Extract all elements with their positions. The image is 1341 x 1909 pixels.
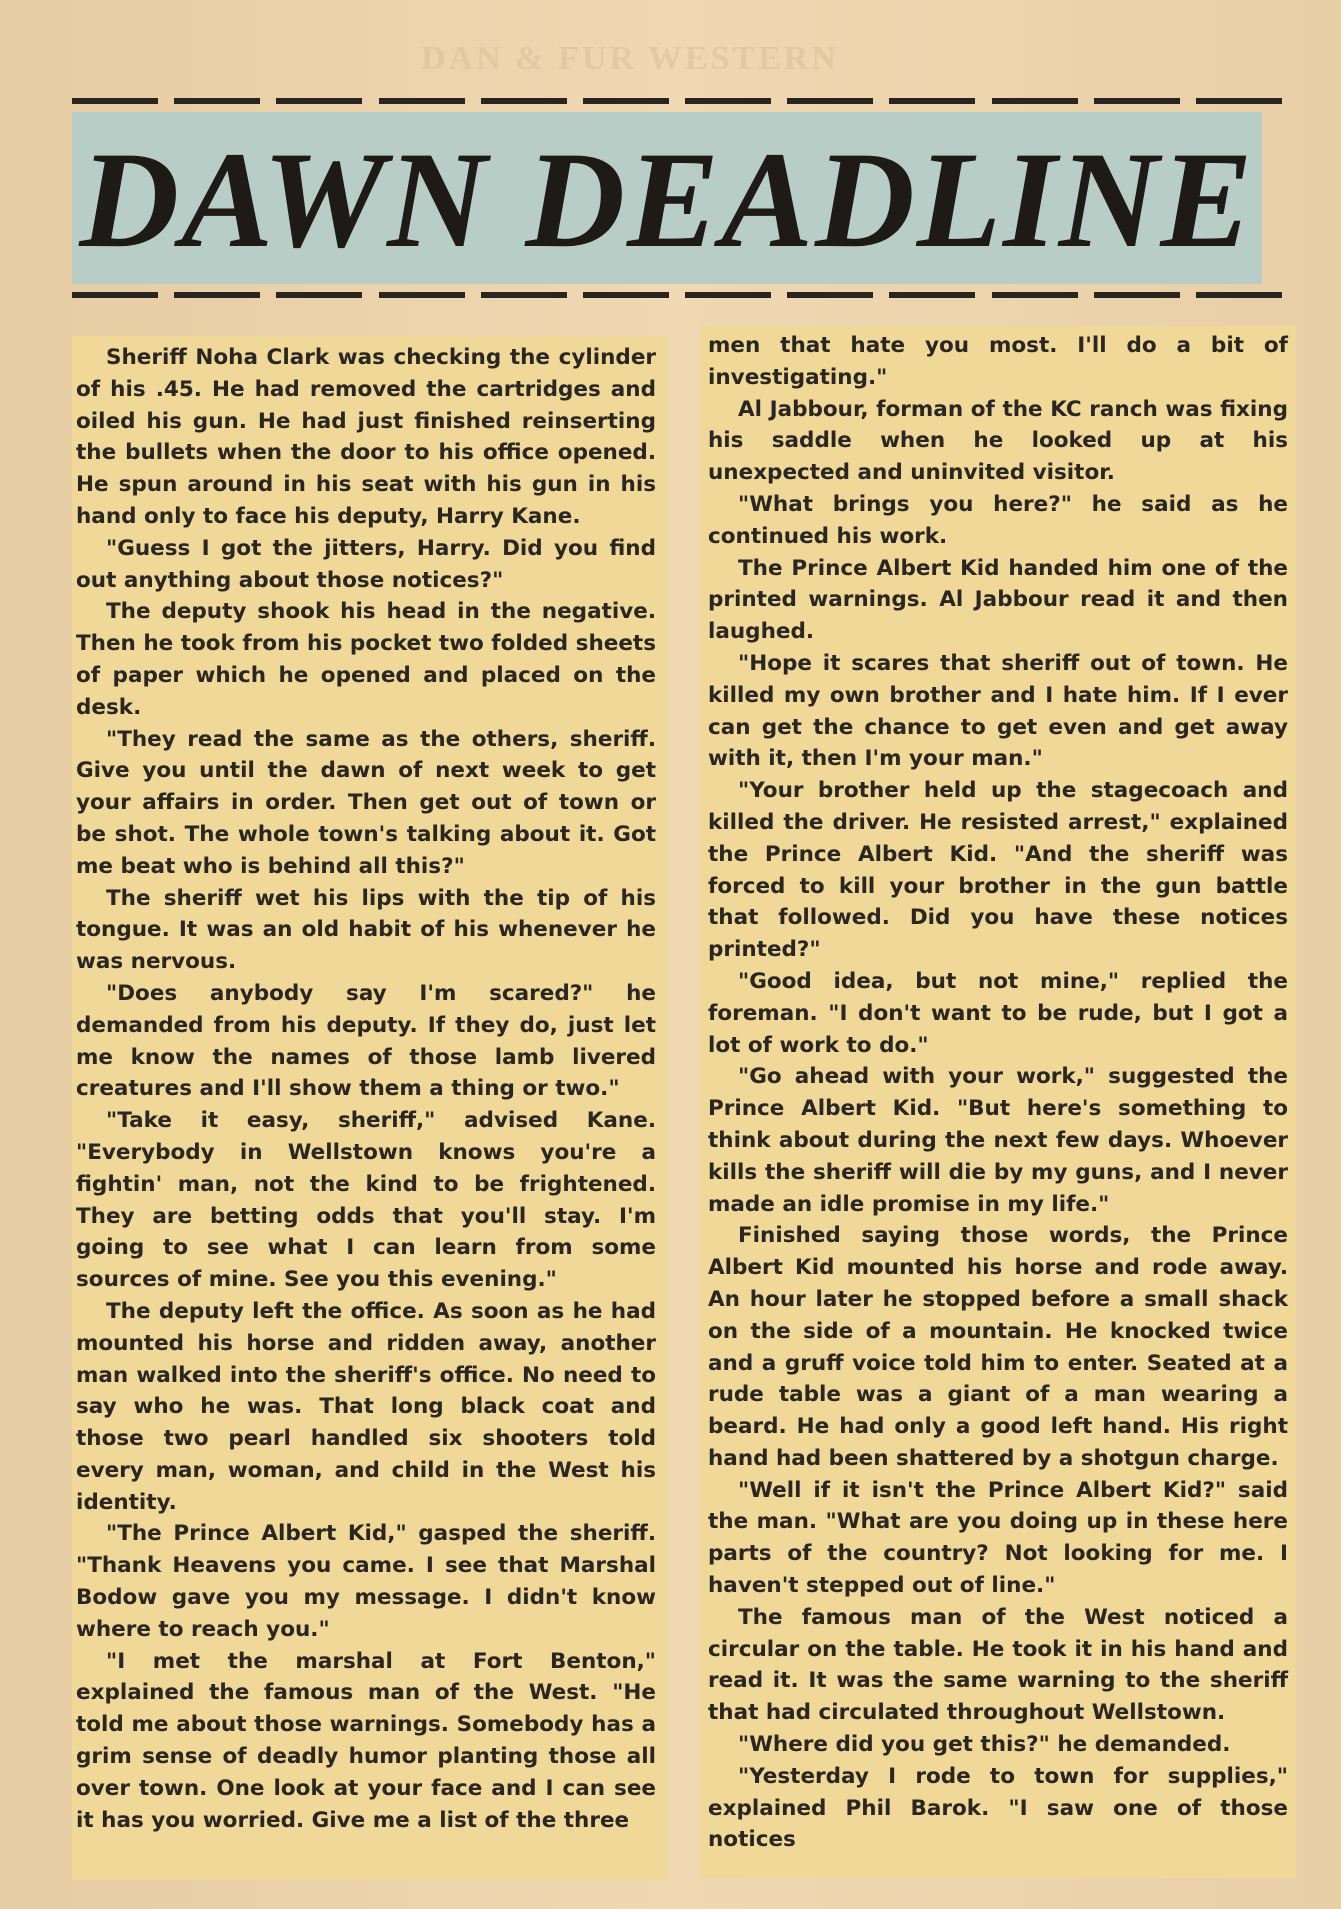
paragraph: "Yesterday I rode to town for supplies," explained Phil Barok. "I saw one of those notices [708,1763,1288,1853]
paragraph: "Good idea, but not mine," replied the foreman. "I don't want to be rude, but I got a lot of work to do." [708,968,1288,1058]
paragraph: Al Jabbour, forman of the KC ranch was fixing his saddle when he looked up at his unexpected and uninvited visitor. [708,396,1288,486]
title-band [72,112,1262,284]
paragraph: "The Prince Albert Kid," gasped the sheriff. "Thank Heavens you came. I see that Marshal Bodow gave you my message. I didn't know where to reach you." [76,1521,656,1642]
paragraph: The famous man of the West noticed a circular on the table. He took it in his hand and read it. It was the same warning to the sheriff that had circulated throughout Wellstown. [708,1604,1288,1726]
paragraph: "Guess I got the jitters, Harry. Did you find out anything about those notices?" [76,535,656,593]
paragraph-continued: men that hate you most. I'll do a bit of investigating." [708,333,1288,390]
paragraph: "Take it easy, sheriff," advised Kane. "Everybody in Wellstown knows you're a fightin' man, not the kind to be frightened. They are betting odds that you'll stay. I'm going to see what I can learn from some sources of mine. See you this evening." [76,1108,656,1293]
title-dash-rule-top [72,98,1282,106]
paragraph: "Hope it scares that sheriff out of town. He killed my own brother and I hate him. If I ever can get the chance to get even and get away with it, then I'm your man." [708,650,1288,772]
title-dash-rule-bottom [72,292,1282,300]
paragraph: "Where did you get this?" he demanded. [738,1732,1231,1758]
left-text-column [72,336,668,1880]
paragraph: "Your brother held up the stagecoach and killed the driver. He resisted arrest," explained the Prince Albert Kid. "And the sheriff was forced to kill your brother in the gun battle that followed. Did you have these notices printed?" [708,778,1288,963]
paragraph: "Well if it isn't the Prince Albert Kid?" said the man. "What are you doing up in these here parts of the country? Not looking for me. I haven't stepped out of line." [708,1477,1288,1599]
story-title: DAWN DEADLINE [79,123,1255,276]
paragraph: "What brings you here?" he said as he continued his work. [708,491,1288,549]
paragraph: "They read the same as the others, sheriff. Give you until the dawn of next week to get your affairs in order. Then get out of town or be shot. The whole town's talking about it. Got me beat who is behind all this?" [76,726,656,879]
paragraph: "Does anybody say I'm scared?" he demanded from his deputy. If they do, just let me know the names of those lamb livered creatures and I'll show them a thing or two." [76,980,656,1102]
paragraph: "I met the marshal at Fort Benton," explained the famous man of the West. "He told me about those warnings. Somebody has a grim sense of deadly humor planting those all over town. One look at your face and I can see it has you worried. Give me a list of the three [76,1648,656,1833]
paragraph: "Go ahead with your work," suggested the Prince Albert Kid. "But here's something to think about during the next few days. Whoever kills the sheriff will die by my guns, and I never made an idle promise in my life." [708,1064,1288,1217]
paragraph: The sheriff wet his lips with the tip of his tongue. It was an old habit of his whenever he was nervous. [76,885,656,975]
title-banner [72,98,1282,300]
right-text-column [700,326,1296,1878]
paragraph: Sheriff Noha Clark was checking the cylinder of his .45. He had removed the cartridges and oiled his gun. He had just finished reinserting the bullets when the door to his office opened. He spun around in his seat with his gun in his hand only to face his deputy, Harry Kane. [76,345,656,529]
paragraph: The deputy shook his head in the negative. Then he took from his pocket two folded sheets of paper which he opened and placed on the desk. [76,599,656,720]
paragraph: The deputy left the office. As soon as he had mounted his horse and ridden away, another man walked into the sheriff's office. No need to say who he was. That long black coat and those two pearl handled six shooters told every man, woman, and child in the West his identity. [76,1298,656,1515]
paragraph: Finished saying those words, the Prince Albert Kid mounted his horse and rode away. An hour later he stopped before a small shack on the side of a mountain. He knocked twice and a gruff voice told him to enter. Seated at a rude table was a giant of a man wearing a beard. He had only a good left hand. His right hand had been shattered by a shotgun charge. [708,1223,1288,1471]
paragraph: The Prince Albert Kid handed him one of the printed warnings. Al Jabbour read it and then laughed. [708,555,1288,645]
bleed-through-text: DAN & FUR WESTERN [421,40,839,77]
